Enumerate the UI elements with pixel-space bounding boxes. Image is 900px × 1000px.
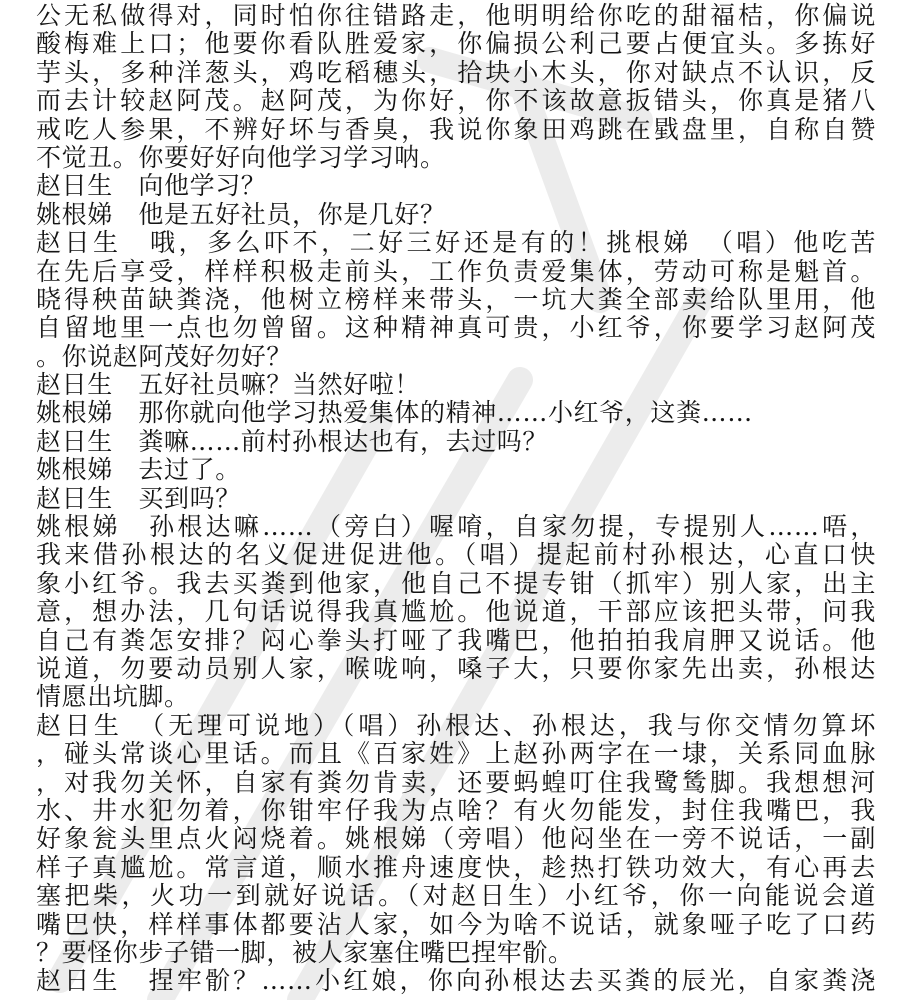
text-line: ，对我勿关怀，自家有粪勿肯卖，还要蚂蝗叮住我鹭鸶脚。我想想河	[36, 767, 876, 797]
text-line: 塞把柴，火功一到就好说话。（对赵日生）小红爷，你一向能说会道	[36, 881, 876, 911]
text-line: 不觉丑。你要好好向他学习学习呐。	[36, 142, 446, 172]
text-line: 好象瓮头里点火闷烧着。姚根娣（旁唱）他闷坐在一旁不说话，一副	[36, 824, 876, 854]
text-line: 水、井水犯勿着，你钳牢仔我为点啥？有火勿能发，封住我嘴巴，我	[36, 795, 876, 825]
document-body	[36, 2, 876, 996]
text-line: 赵日生 捏牢骱？……小红娘，你向孙根达去买粪的辰光，自家粪浇	[36, 966, 876, 996]
text-line: 而去计较赵阿茂。赵阿茂，为你好，你不该故意扳错头，你真是猪八	[36, 86, 876, 116]
text-line: 赵日生 哦，多么吓不，二好三好还是有的！挑根娣 （唱）他吃苦	[36, 228, 876, 258]
text-line: 酸梅难上口；他要你看队胜爱家，你偏损公利己要占便宜头。多拣好	[36, 29, 876, 59]
text-line: 在先后享受，样样积极走前头，工作负责爱集体，劳动可称是魁首。	[36, 256, 876, 286]
text-line: 象小红爷。我去买粪到他家，他自己不提专钳（抓牢）别人家，出主	[36, 568, 876, 598]
text-line: 样子真尴尬。常言道，顺水推舟速度快，趁热打铁功效大，有心再去	[36, 852, 876, 882]
text-line: 公无私做得对，同时怕你往错路走，他明明给你吃的甜福桔，你偏说	[36, 1, 876, 30]
text-line: 赵日生 五好社员嘛？当然好啦！	[36, 370, 421, 400]
text-line: 说道，勿要动员别人家，喉咙响，嗓子大，只要你家先出卖，孙根达	[36, 653, 876, 683]
text-line: 姚根娣 他是五好社员，你是几好？	[36, 199, 446, 229]
text-line: 自留地里一点也勿曾留。这种精神真可贵，小红爷，你要学习赵阿茂	[36, 313, 876, 343]
text-line: 赵日生 向他学习？	[36, 171, 267, 201]
text-line: ？要怪你步子错一脚，被人家塞住嘴巴捏牢骱。	[36, 937, 574, 967]
text-line: 赵日生 （无理可说地）（唱）孙根达、孙根达，我与你交情勿算坏	[36, 710, 876, 740]
text-line: 意，想办法，几句话说得我真尴尬。他说道，干部应该把头带，问我	[36, 597, 876, 627]
text-line: 戒吃人参果，不辨好坏与香臭，我说你象田鸡跳在戥盘里，自称自赞	[36, 114, 876, 144]
text-line: 芋头，多种洋葱头，鸡吃稻穗头，拾块小木头，你对缺点不认识，反	[36, 57, 876, 87]
text-line: 自己有粪怎安排？闷心拳头打哑了我嘴巴，他拍拍我肩胛又说话。他	[36, 625, 876, 655]
text-line: 赵日生 粪嘛……前村孙根达也有，去过吗？	[36, 426, 549, 456]
text-line: 赵日生 买到吗？	[36, 483, 241, 513]
text-line: 姚根娣 去过了。	[36, 455, 241, 485]
text-line: 晓得秧苗缺粪浇，他树立榜样来带头，一坑大粪全部卖给队里用，他	[36, 284, 876, 314]
text-line: 。你说赵阿茂好勿好？	[36, 341, 293, 371]
text-line: 情愿出坑脚。	[36, 682, 190, 712]
text-line: ，碰头常谈心里话。而且《百家姓》上赵孙两字在一埭，关系同血脉	[36, 739, 876, 769]
text-line: 嘴巴快，样样事体都要沾人家，如今为啥不说话，就象哑子吃了口药	[36, 909, 876, 939]
text-line: 我来借孙根达的名义促进促进他。（唱）提起前村孙根达，心直口快	[36, 540, 876, 570]
text-line: 姚根娣 孙根达嘛……（旁白）喔唷，自家勿提，专提别人……唔，	[36, 512, 876, 542]
text-line: 姚根娣 那你就向他学习热爱集体的精神……小红爷，这粪……	[36, 398, 753, 428]
